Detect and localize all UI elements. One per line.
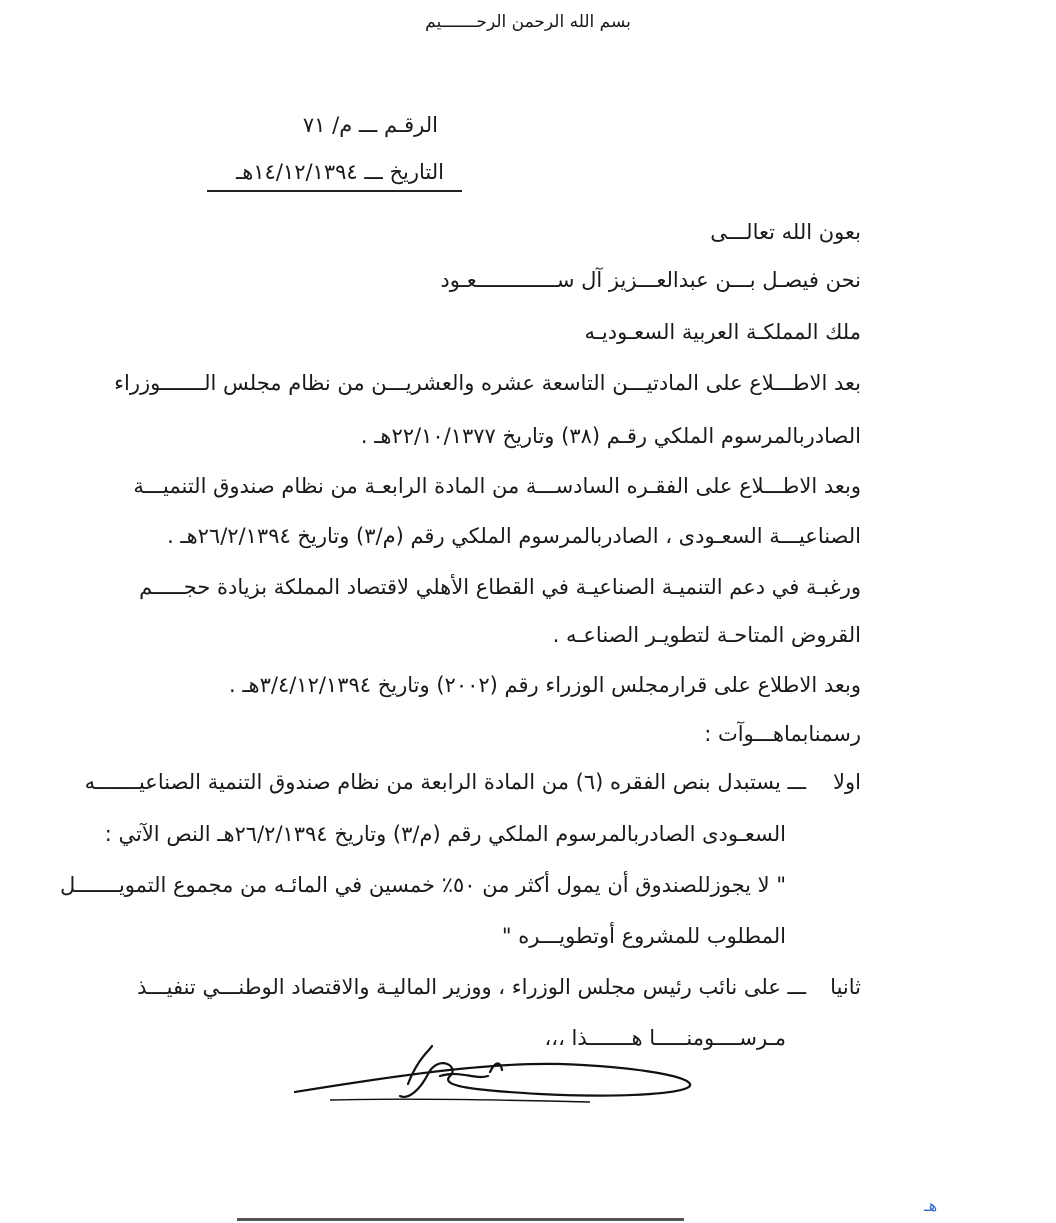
paragraph-2-line-1: وبعد الاطـــلاع على الفقـره السادســـة من المادة الرابعـة من نظام صندوق التنميـــة xyxy=(133,474,861,498)
corner-mark: هـ xyxy=(924,1196,938,1215)
decree-heading: رسمنابماهـــوآت : xyxy=(704,722,861,746)
second-clause-text: ـــ على نائب رئيس مجلس الوزراء ، ووزير الماليـة والاقتصاد الوطنـــي تنفيـــذ xyxy=(137,975,806,999)
first-clause-line-3: " لا يجوزللصندوق أن يمول أكثر من ٥٠٪ خمسين في المائـه من مجموع التمويـــــــل xyxy=(59,873,786,897)
king-title: ملك المملكـة العربية السعـوديـه xyxy=(584,320,861,344)
first-clause-line-4: المطلوب للمشروع أوتطويـــره " xyxy=(501,924,786,948)
paragraph-3-line-2: القروض المتاحـة لتطويـر الصناعـه . xyxy=(552,623,861,647)
document-date: التاريخ ـــ ١٤/١٢/١٣٩٤هـ xyxy=(236,160,444,184)
invocation: بعون الله تعالـــى xyxy=(710,220,861,244)
king-name: نحن فيصـل بـــن عبدالعـــزيز آل ســـــــــــــعـود xyxy=(440,268,861,292)
document-number: الرقـم ـــ م/ ٧١ xyxy=(302,113,438,137)
second-clause-label: ثانيا xyxy=(830,975,861,999)
date-underline xyxy=(207,190,462,192)
paragraph-3-line-1: ورغبـة في دعم التنميـة الصناعيـة في القطاع الأهلي لاقتصاد المملكة بزيادة حجـــــم xyxy=(139,575,861,599)
bottom-rule xyxy=(237,1218,684,1221)
first-clause-line-2: السعـودى الصادربالمرسوم الملكي رقم (م/٣) وتاريخ ٢٦/٢/١٣٩٤هـ النص الآتي : xyxy=(104,822,786,846)
basmala: بسم الله الرحمن الرحـــــــيم xyxy=(425,12,631,32)
first-clause-line-1: ـــ يستبدل بنص الفقره (٦) من المادة الرابعة من نظام صندوق التنمية الصناعيـــــــه xyxy=(84,770,806,794)
paragraph-4: وبعد الاطلاع على قرارمجلس الوزراء رقم (٢٠٠٢) وتاريخ ٣/٤/١٢/١٣٩٤هـ . xyxy=(229,673,861,697)
paragraph-2-line-2: الصناعيـــة السعـودى ، الصادربالمرسوم الملكي رقم (م/٣) وتاريخ ٢٦/٢/١٣٩٤هـ . xyxy=(167,524,861,548)
paragraph-1-line-1: بعد الاطـــلاع على المادتيـــن التاسعة عشره والعشريـــن من نظام مجلس الـــــــوزراء xyxy=(114,371,861,395)
closing-line: مـرســــومنـــــا هـــــــذا ،،، xyxy=(544,1026,786,1050)
first-clause-label: اولا xyxy=(833,770,861,794)
signature xyxy=(290,1040,710,1110)
paragraph-1-line-2: الصادربالمرسوم الملكي رقـم (٣٨) وتاريخ ٢٢/١٠/١٣٧٧هـ . xyxy=(360,424,861,448)
